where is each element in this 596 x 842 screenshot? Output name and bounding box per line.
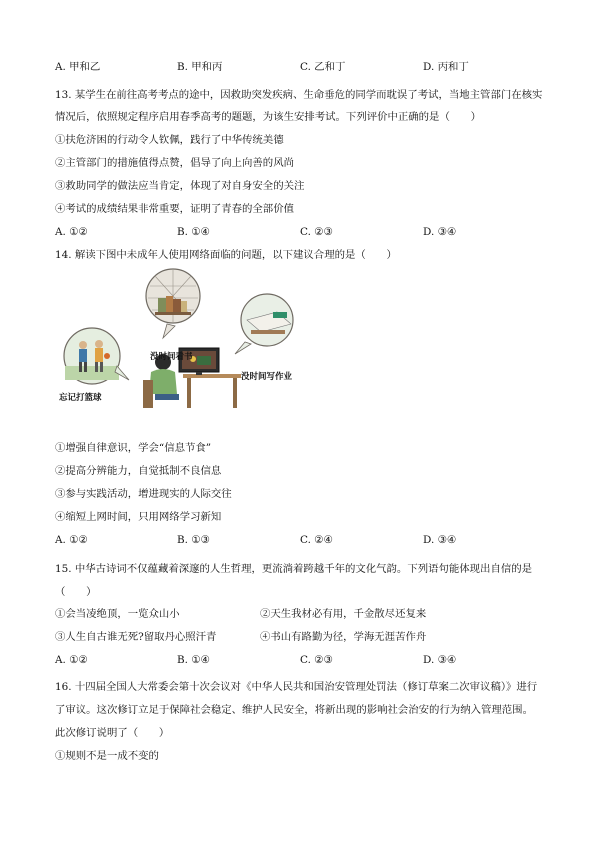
basketball-friends-bubble — [64, 328, 129, 384]
q12-option-a: A. 甲和乙 — [55, 61, 101, 73]
q14-option-c: C. ②④ — [300, 534, 333, 546]
network-use-illustration — [55, 268, 305, 410]
q12-option-c: C. 乙和丁 — [300, 61, 346, 73]
q13-item-1: ①扶危济困的行动令人钦佩，践行了中华传统美德 — [55, 134, 284, 146]
q12-option-d: D. 丙和丁 — [423, 61, 469, 73]
q13-option-d: D. ③④ — [423, 226, 457, 238]
q15-option-d: D. ③④ — [423, 654, 457, 666]
q13-item-3: ③救助同学的做法应当肯定，体现了对自身安全的关注 — [55, 180, 305, 192]
caption-no-time-to-read: 没时间看书 — [150, 352, 193, 362]
q13-item-2: ②主管部门的措施值得点赞，倡导了向上向善的风尚 — [55, 157, 294, 169]
q12-option-b: B. 甲和丙 — [177, 61, 223, 73]
q14-illustration — [55, 268, 293, 410]
q15-option-c: C. ②③ — [300, 654, 333, 666]
q14-stem: 14. 解读下图中未成年人使用网络面临的问题，以下建议合理的是（ ） — [55, 249, 397, 261]
q14-item-1: ①增强自律意识，学会“信息节食” — [55, 442, 212, 454]
q16-stem-line1: 16. 十四届全国人大常委会第十次会议对《中华人民共和国治安管理处罚法（修订草案二次审议稿）》进行 — [55, 681, 538, 693]
q14-item-3: ③参与实践活动，增进现实的人际交往 — [55, 488, 232, 500]
q13-option-b: B. ①④ — [177, 226, 210, 238]
q14-option-d: D. ③④ — [423, 534, 457, 546]
q13-stem-line2: 情况后，依照规定程序启用春季高考的题题，为该生安排考试。下列评价中正确的是（ ） — [55, 111, 482, 123]
q16-stem-line2: 了审议。这次修订立足于保障社会稳定、维护人民安全，将新出现的影响社会治安的行为纳入管理范围。 — [55, 704, 533, 716]
q13-stem-line1: 13. 某学生在前往高考考点的途中，因救助突发疾病、生命垂危的同学而耽误了考试，当地主管部门在核实 — [55, 89, 543, 101]
q14-item-2: ②提高分辨能力，自觉抵制不良信息 — [55, 465, 222, 477]
q16-item-1: ①规则不是一成不变的 — [55, 750, 159, 762]
q16-stem-line3: 此次修订说明了（ ） — [55, 727, 170, 739]
caption-forgot-basketball: 忘记打篮球 — [59, 393, 102, 403]
q15-item-1: ①会当凌绝顶，一览众山小 — [55, 608, 180, 620]
q14-option-b: B. ①③ — [177, 534, 210, 546]
q13-item-4: ④考试的成绩结果非常重要，证明了青春的全部价值 — [55, 203, 294, 215]
cobweb-books-bubble — [146, 269, 200, 338]
q15-stem-line2: （ ） — [55, 586, 97, 598]
q15-option-b: B. ①④ — [177, 654, 210, 666]
q14-item-4: ④缩短上网时间，只用网络学习新知 — [55, 511, 222, 523]
q15-option-a: A. ①② — [55, 654, 88, 666]
q14-option-a: A. ①② — [55, 534, 88, 546]
q15-item-4: ④书山有路勤为径，学海无涯苦作舟 — [260, 631, 427, 643]
caption-no-time-for-homework: 没时间写作业 — [241, 372, 293, 382]
q15-item-2: ②天生我材必有用，千金散尽还复来 — [260, 608, 427, 620]
q13-option-a: A. ①② — [55, 226, 88, 238]
q13-option-c: C. ②③ — [300, 226, 333, 238]
q15-item-3: ③人生自古谁无死?留取丹心照汗青 — [55, 631, 217, 643]
homework-bubble — [235, 294, 293, 354]
q15-stem-line1: 15. 中华古诗词不仅蕴藏着深邃的人生哲理，更流淌着跨越千年的文化气韵。下列语句能体现出自信的是 — [55, 563, 533, 575]
